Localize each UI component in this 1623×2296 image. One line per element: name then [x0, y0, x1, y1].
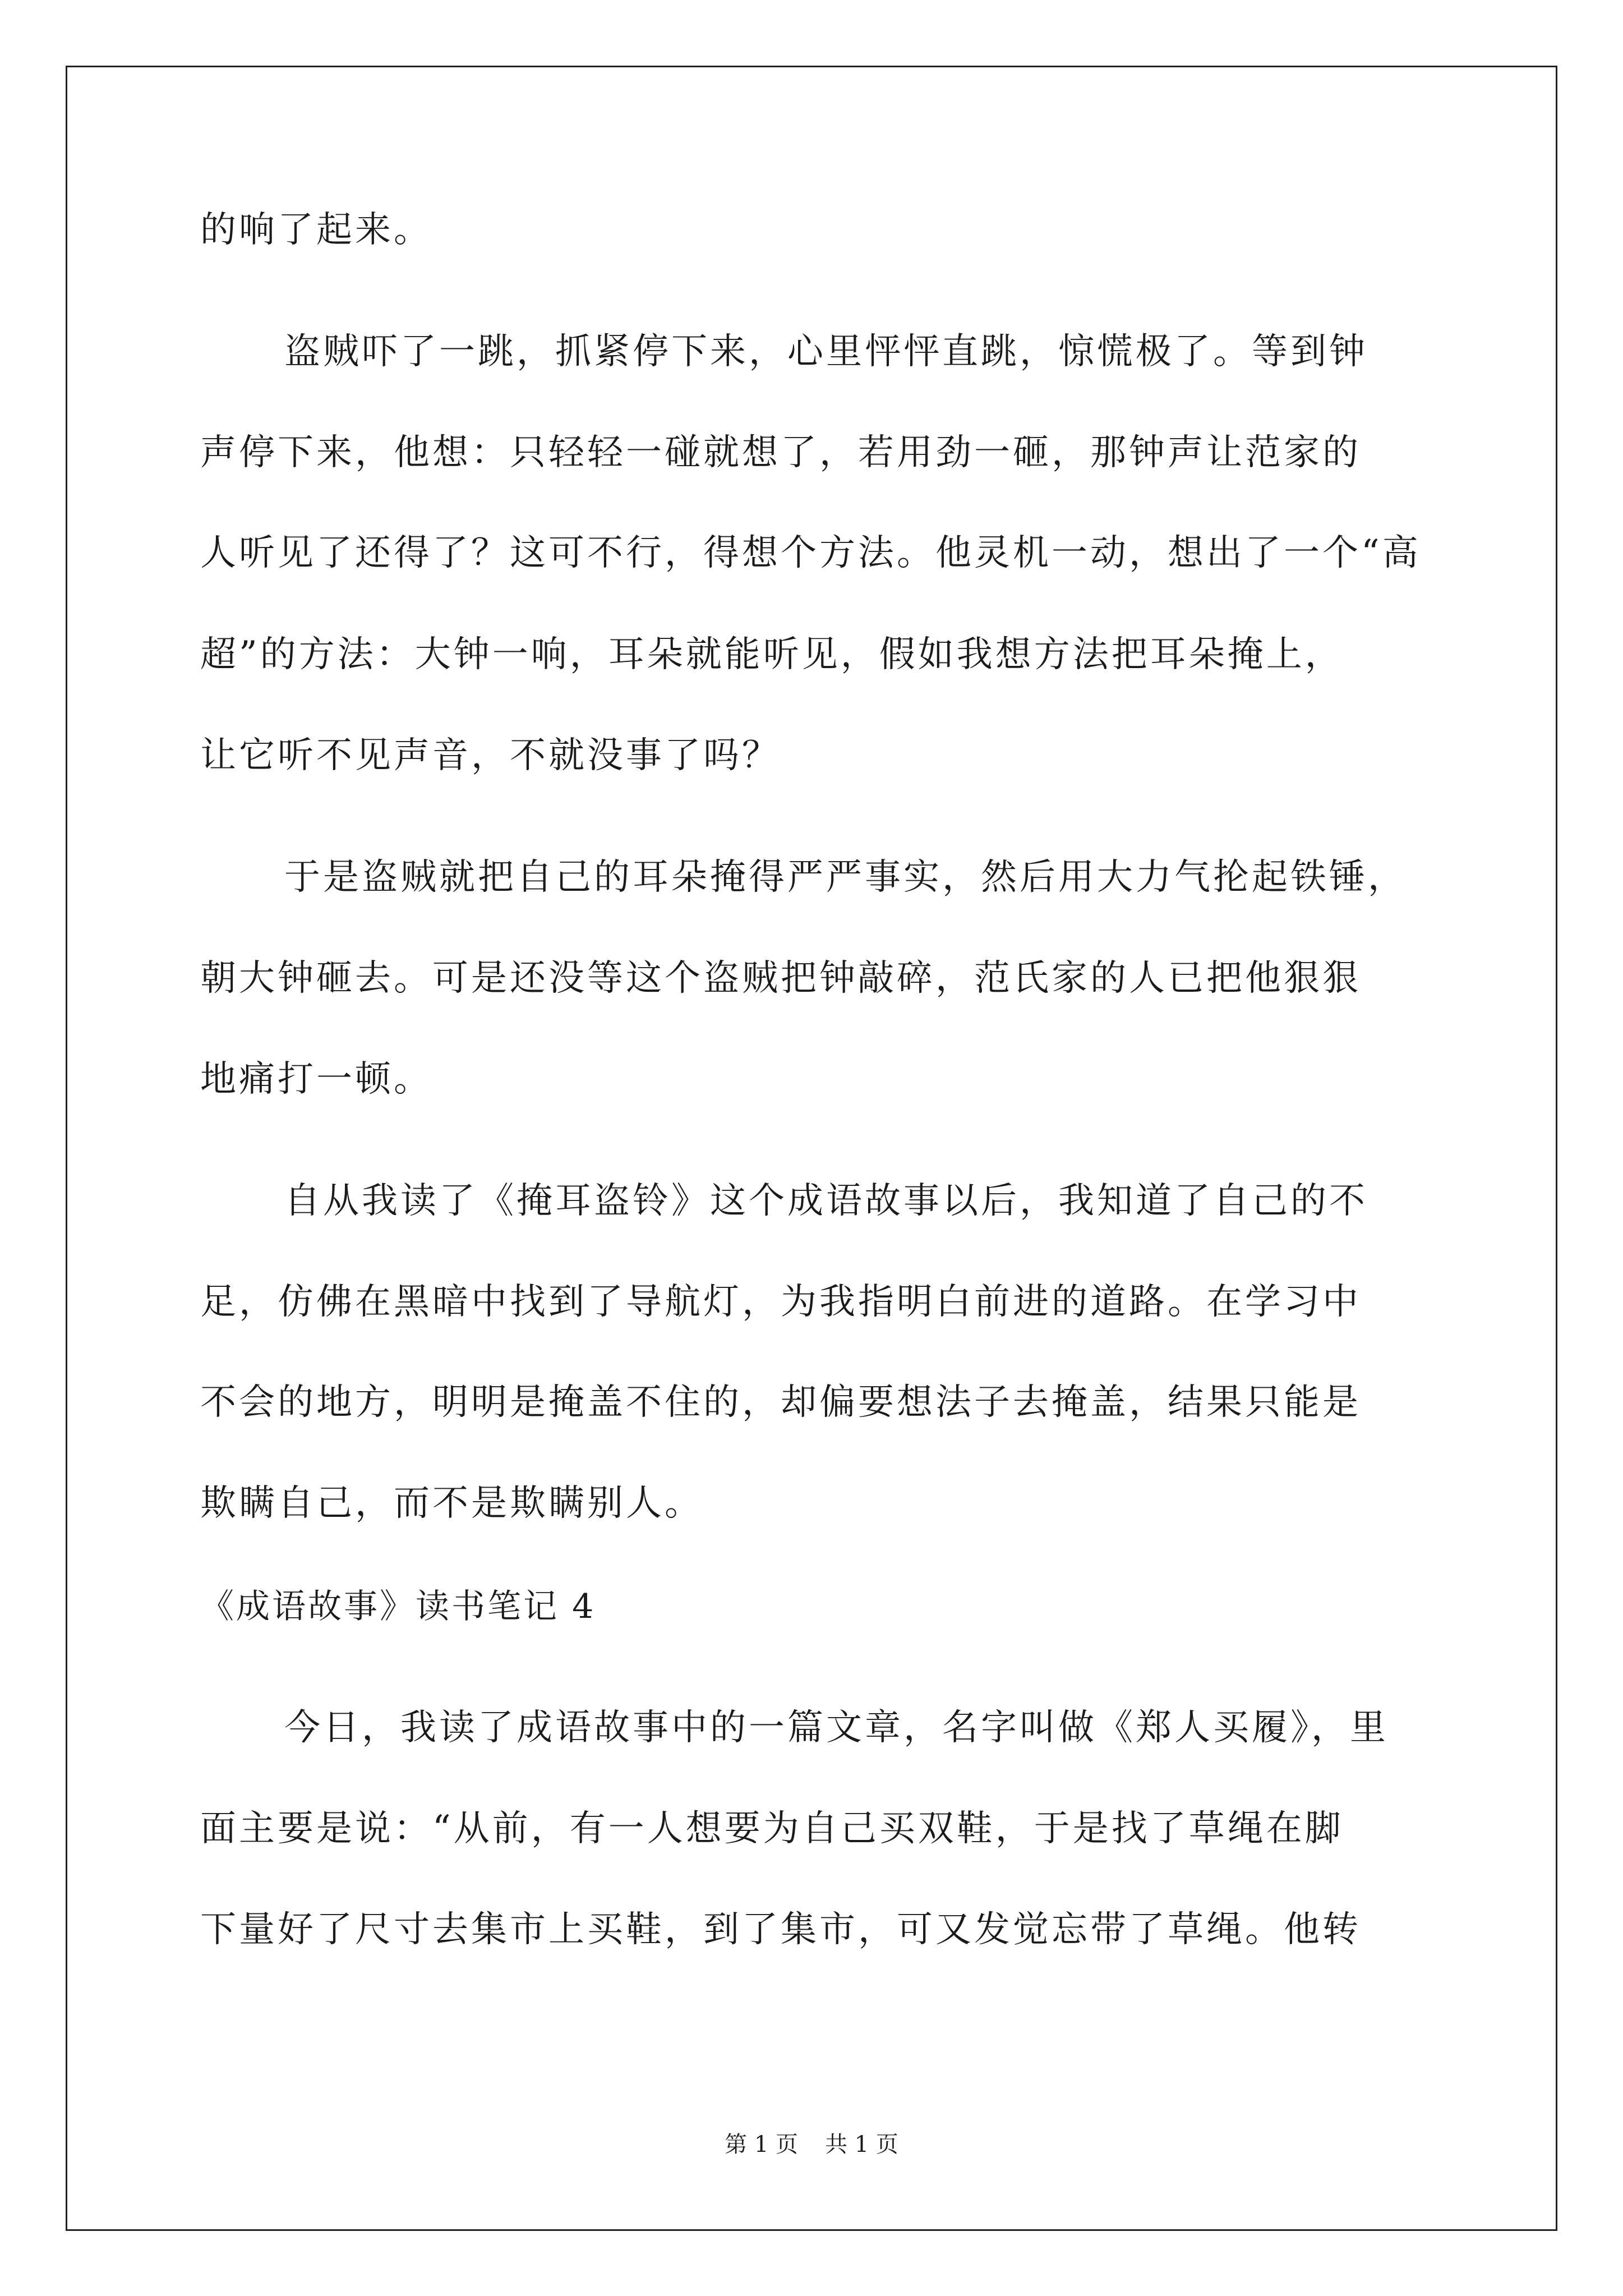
- page-total: 共 1 页: [825, 2132, 898, 2157]
- paragraph-3-line-1: 于是盗贼就把自己的耳朵掩得严严事实，然后用大力气抡起铁锤，: [284, 857, 1407, 898]
- paragraph-3-line-2: 朝大钟砸去。可是还没等这个盗贼把钟敲碎，范氏家的人已把他狠狠: [200, 958, 1361, 999]
- paragraph-4-line-3: 不会的地方，明明是掩盖不住的，却偏要想法子去掩盖，结果只能是: [200, 1382, 1361, 1423]
- section-heading: 《成语故事》读书笔记 4: [200, 1587, 596, 1626]
- paragraph-2-line-3: 人听见了还得了？这可不行，得想个方法。他灵机一动，想出了一个“高: [200, 532, 1421, 574]
- page-footer: [0, 2133, 1623, 2156]
- paragraph-2-line-1: 盗贼吓了一跳，抓紧停下来，心里怦怦直跳，惊慌极了。等到钟: [284, 331, 1368, 372]
- paragraph-5-line-2: 面主要是说：“从前，有一人想要为自己买双鞋，于是找了草绳在脚: [200, 1808, 1344, 1849]
- paragraph-5-line-1: 今日，我读了成语故事中的一篇文章，名字叫做《郑人买履》，里: [284, 1707, 1389, 1749]
- paragraph-2-line-2: 声停下来，他想：只轻轻一碰就想了，若用劲一砸，那钟声让范家的: [200, 432, 1361, 473]
- paragraph-5-line-3: 下量好了尺寸去集市上买鞋，到了集市，可又发觉忘带了草绳。他转: [200, 1909, 1361, 1950]
- paragraph-1-line-1: 的响了起来。: [200, 209, 432, 251]
- paragraph-4-line-1: 自从我读了《掩耳盗铃》这个成语故事以后，我知道了自己的不: [284, 1180, 1368, 1222]
- paragraph-4-line-2: 足，仿佛在黑暗中找到了导航灯，为我指明白前进的道路。在学习中: [200, 1281, 1361, 1323]
- page-number: 第 1 页: [725, 2132, 798, 2157]
- paragraph-4-line-4: 欺瞒自己，而不是欺瞒别人。: [200, 1483, 703, 1524]
- paragraph-3-line-3: 地痛打一顿。: [200, 1059, 432, 1100]
- paragraph-2-line-4: 超”的方法：大钟一响，耳朵就能听见，假如我想方法把耳朵掩上，: [200, 634, 1344, 675]
- page-border: [66, 66, 1557, 2231]
- paragraph-2-line-5: 让它听不见声音，不就没事了吗？: [200, 735, 781, 776]
